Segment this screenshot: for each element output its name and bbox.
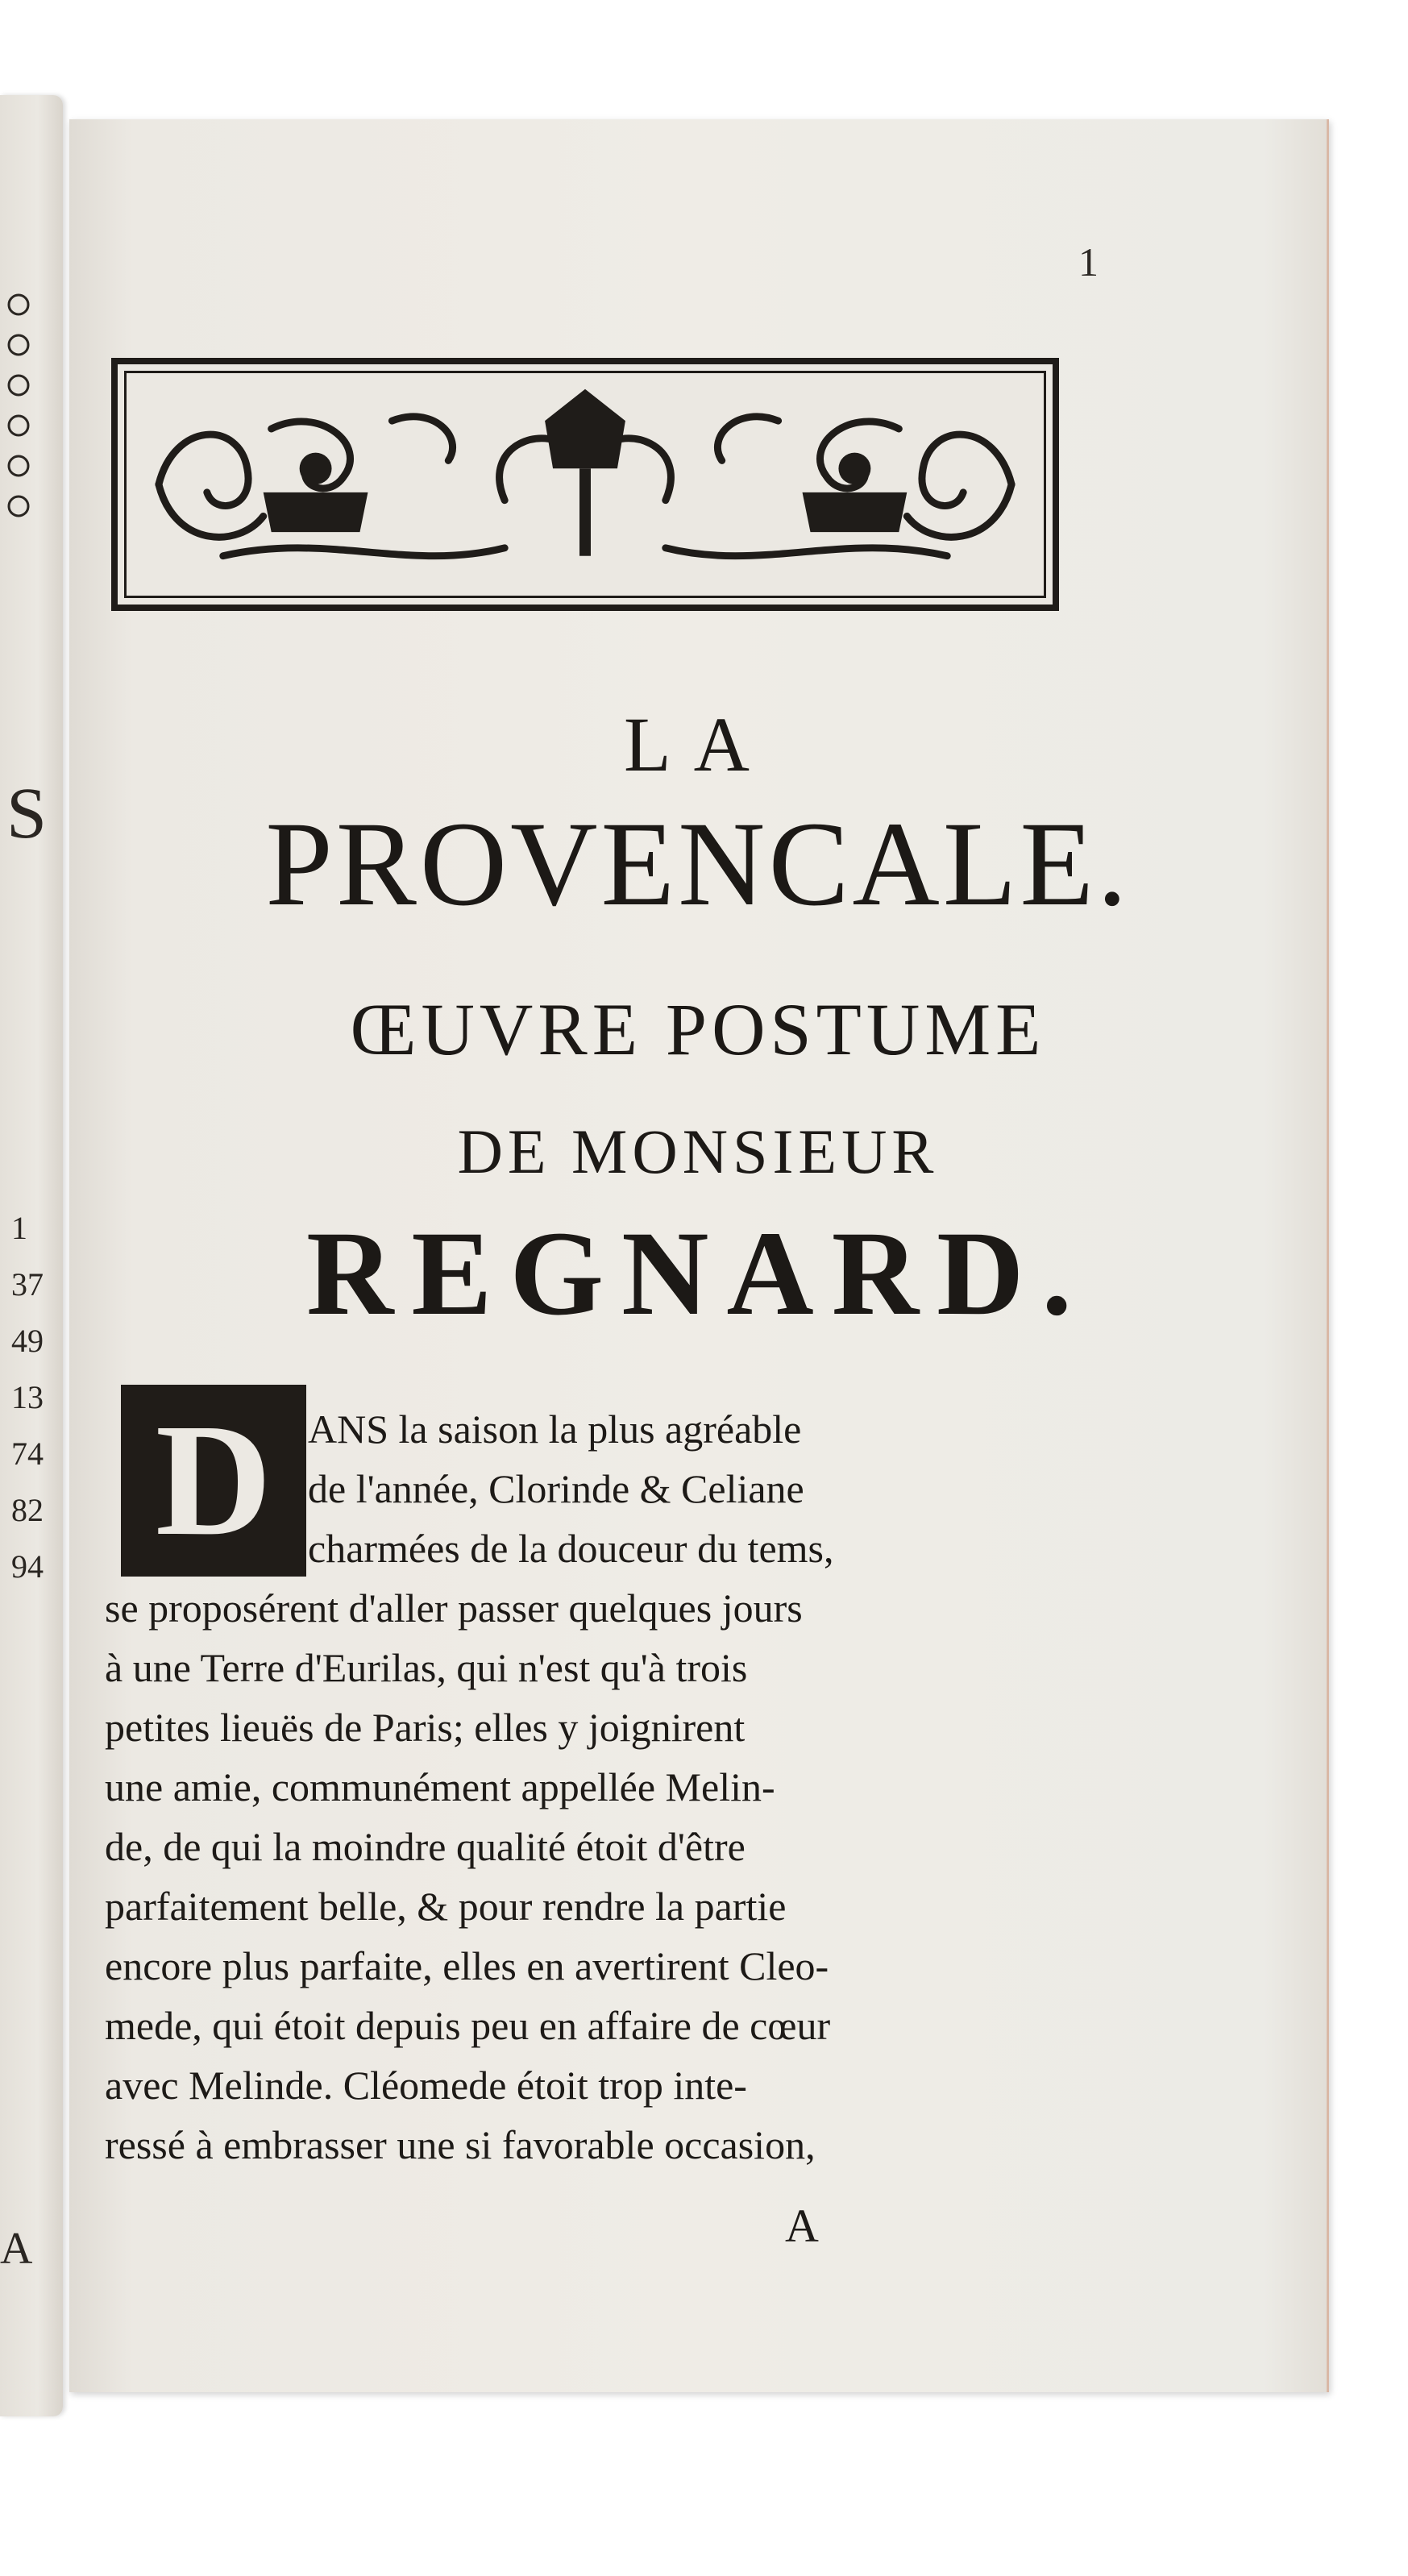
- left-page-edge: [0, 95, 63, 2416]
- title-line-author: REGNARD.: [306, 1207, 1090, 1340]
- left-page-number: 94: [11, 1548, 44, 1585]
- body-line: à une Terre d'Eurilas, qui n'est qu'à trois: [105, 1645, 748, 1690]
- title-line-article: LA: [624, 701, 772, 787]
- body-line: avec Melinde. Cléomede étoit trop inte-: [105, 2063, 747, 2108]
- body-line: petites lieuës de Paris; elles y joignirent: [105, 1705, 746, 1750]
- body-line: de, de qui la moindre qualité étoit d'être: [105, 1824, 746, 1869]
- body-text: [105, 1399, 1064, 2175]
- headpiece-ornament-icon: [127, 373, 1044, 596]
- left-page-number: 74: [11, 1435, 44, 1472]
- title-line-main: PROVENCALE.: [265, 797, 1131, 931]
- book-page: [69, 119, 1329, 2392]
- page-number: 1: [1078, 239, 1099, 285]
- left-page-number: 49: [11, 1323, 44, 1359]
- left-page-number: 82: [11, 1492, 44, 1528]
- body-line: encore plus parfaite, elles en avertirent Cleo-: [105, 1943, 829, 1988]
- signature-mark: A: [785, 2200, 819, 2252]
- body-line: ressé à embrasser une si favorable occasion,: [105, 2122, 816, 2167]
- body-line: parfaitement belle, & pour rendre la partie: [105, 1884, 787, 1929]
- body-line: charmées de la douceur du tems,: [308, 1526, 834, 1571]
- body-line: se proposérent d'aller passer quelques jours: [105, 1585, 803, 1631]
- left-page-number: 1: [11, 1210, 27, 1246]
- title-line-de-monsieur: DE MONSIEUR: [457, 1116, 939, 1186]
- ornamental-headpiece: [111, 358, 1059, 611]
- body-line: mede, qui étoit depuis peu en affaire de cœur: [105, 2003, 831, 2048]
- drop-cap-letter: D: [155, 1391, 272, 1569]
- left-page-number: 13: [11, 1379, 44, 1415]
- left-page-ornament: [5, 280, 32, 546]
- body-line: ANS la saison la plus agréable: [308, 1406, 802, 1452]
- left-page-letter: S: [6, 774, 48, 854]
- left-page-number: 37: [11, 1266, 44, 1303]
- body-line: une amie, communément appellée Melin-: [105, 1764, 775, 1809]
- body-line: de l'année, Clorinde & Celiane: [308, 1466, 804, 1511]
- headpiece-frame: [124, 371, 1046, 598]
- title-line-subtitle: ŒUVRE POSTUME: [350, 988, 1046, 1070]
- left-page-signature: A: [0, 2224, 33, 2274]
